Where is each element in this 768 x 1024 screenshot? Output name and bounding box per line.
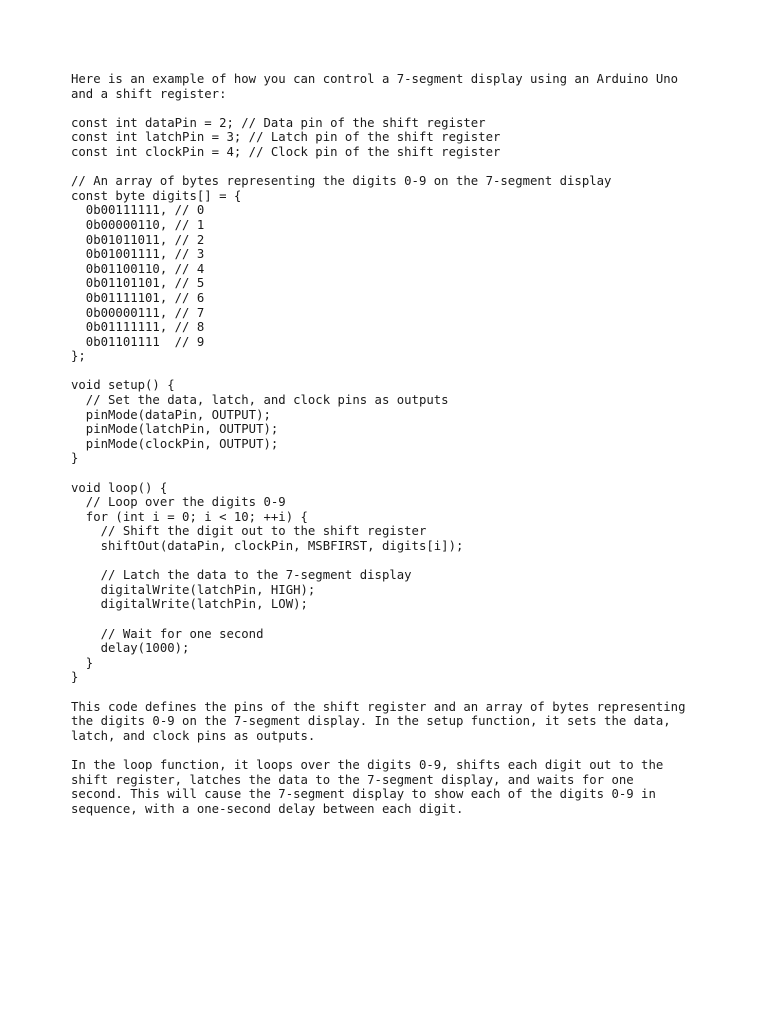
code-line: pinMode(clockPin, OUTPUT);	[71, 436, 279, 451]
code-line: // Set the data, latch, and clock pins as outputs	[71, 393, 449, 408]
code-line: 0b01011011, // 2	[71, 232, 205, 247]
code-line: }	[71, 670, 79, 685]
code-line	[71, 554, 731, 569]
code-line: 0b00000110, // 1	[71, 217, 205, 232]
text-line: latch, and clock pins as outputs.	[71, 728, 316, 743]
text-line: This code defines the pins of the shift register and an array of bytes representing	[71, 699, 686, 714]
code-line: 0b01101101, // 5	[71, 276, 205, 291]
code-line: 0b00111111, // 0	[71, 203, 205, 218]
text-line: Here is an example of how you can control a 7-segment display using an Arduino Uno	[71, 72, 679, 86]
code-line: const int dataPin = 2; // Data pin of the shift register	[71, 115, 486, 130]
code-block-digits-array	[71, 174, 731, 364]
document-page	[71, 72, 731, 831]
explanation-paragraph-2	[71, 758, 731, 816]
code-line: // Shift the digit out to the shift register	[71, 524, 427, 539]
code-line	[71, 612, 731, 627]
code-line: };	[71, 349, 86, 364]
intro-paragraph	[71, 72, 731, 101]
code-line: void setup() {	[71, 378, 175, 393]
text-line: shift register, latches the data to the 7-segment display, and waits for one	[71, 772, 634, 787]
code-line: shiftOut(dataPin, clockPin, MSBFIRST, digits[i]);	[71, 539, 464, 553]
code-block-loop	[71, 481, 731, 685]
code-line: const int clockPin = 4; // Clock pin of the shift register	[71, 144, 501, 159]
code-line: 0b01001111, // 3	[71, 247, 205, 262]
code-line: digitalWrite(latchPin, LOW);	[71, 597, 308, 612]
code-line: for (int i = 0; i < 10; ++i) {	[71, 509, 308, 524]
text-line: and a shift register:	[71, 86, 227, 101]
code-line: // An array of bytes representing the digits 0-9 on the 7-segment display	[71, 174, 612, 189]
explanation-paragraph-1	[71, 700, 731, 744]
code-line: // Latch the data to the 7-segment display	[71, 568, 412, 583]
code-line: 0b01101111 // 9	[71, 334, 205, 349]
code-line: const int latchPin = 3; // Latch pin of the shift register	[71, 130, 501, 145]
code-block-pin-constants	[71, 116, 731, 160]
code-line: // Loop over the digits 0-9	[71, 495, 286, 510]
code-line: const byte digits[] = {	[71, 188, 242, 203]
code-line: pinMode(dataPin, OUTPUT);	[71, 407, 271, 422]
code-line: void loop() {	[71, 480, 168, 495]
code-line: 0b00000111, // 7	[71, 305, 205, 320]
code-line: }	[71, 451, 79, 466]
text-line: second. This will cause the 7-segment display to show each of the digits 0-9 in	[71, 787, 656, 802]
code-line: delay(1000);	[71, 641, 190, 656]
code-line: 0b01111101, // 6	[71, 290, 205, 305]
code-line: digitalWrite(latchPin, HIGH);	[71, 582, 316, 597]
code-line: // Wait for one second	[71, 626, 264, 641]
code-line: 0b01111111, // 8	[71, 320, 205, 335]
text-line: sequence, with a one-second delay between each digit.	[71, 801, 464, 816]
code-block-setup	[71, 378, 731, 466]
code-line: }	[71, 655, 94, 670]
text-line: the digits 0-9 on the 7-segment display. In the setup function, it sets the data,	[71, 714, 671, 729]
code-line: 0b01100110, // 4	[71, 261, 205, 276]
text-line: In the loop function, it loops over the digits 0-9, shifts each digit out to the	[71, 757, 664, 772]
code-line: pinMode(latchPin, OUTPUT);	[71, 422, 279, 437]
